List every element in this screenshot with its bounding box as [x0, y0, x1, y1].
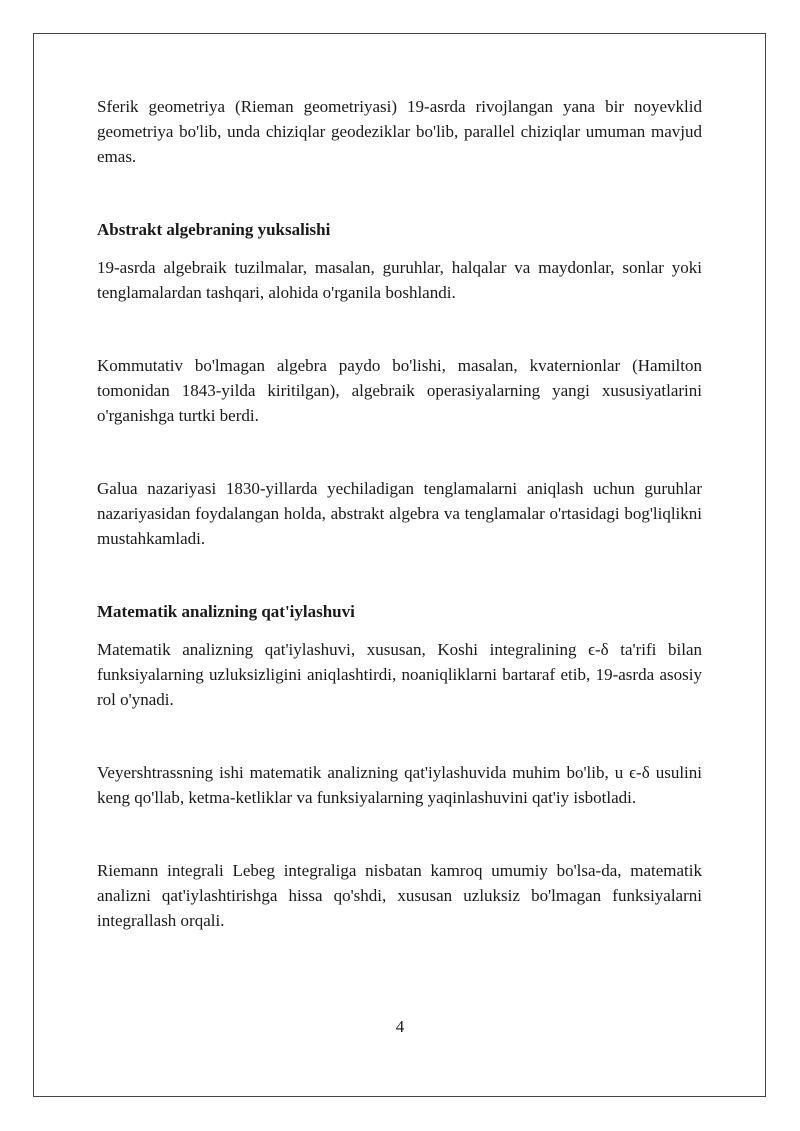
paragraph-noncommutative-algebra: Kommutativ bo'lmagan algebra paydo bo'lishi, masalan, kvaternionlar (Hamilton tomonidan 1843-yilda kiritilgan), algebraik operasiyalarning yangi xususiyatlarini o'rganishga turtki berdi. — [97, 356, 702, 425]
heading-analysis-rigor: Matematik analizning qat'iylashuvi — [97, 602, 355, 621]
paragraph-cauchy: Matematik analizning qat'iylashuvi, xususan, Koshi integralining ϵ-δ ta'rifi bilan funksiyalarning uzluksizligini aniqlashtirdi, noaniqliklarni bartaraf etib, 19-asrda asosiy rol o'ynadi. — [97, 640, 702, 709]
document-body — [97, 94, 702, 933]
paragraph-weierstrass: Veyershtrassning ishi matematik analizning qat'iylashuvida muhim bo'lib, u ϵ-δ usulini keng qo'llab, ketma-ketliklar va funksiyalarning yaqinlashuvini qat'iy isbotladi. — [97, 763, 702, 807]
paragraph-riemann-integral: Riemann integrali Lebeg integraliga nisbatan kamroq umumiy bo'lsa-da, matematik analizni qat'iylashtirishga hissa qo'shdi, xususan uzluksiz bo'lmagan funksiyalarni integrallash orqali. — [97, 861, 702, 930]
paragraph-spherical-geometry: Sferik geometriya (Rieman geometriyasi) 19-asrda rivojlangan yana bir noyevklid geometriya bo'lib, unda chiziqlar geodeziklar bo'lib, parallel chiziqlar umuman mavjud emas. — [97, 97, 702, 166]
paragraph-galois-theory: Galua nazariyasi 1830-yillarda yechiladigan tenglamalarni aniqlash uchun guruhlar nazariyasidan foydalangan holda, abstrakt algebra va tenglamalar o'rtasidagi bog'liqlikni mustahkamladi. — [97, 479, 702, 548]
paragraph-algebraic-structures: 19-asrda algebraik tuzilmalar, masalan, guruhlar, halqalar va maydonlar, sonlar yoki tenglamalardan tashqari, alohida o'rganila boshlandi. — [97, 258, 702, 302]
page-number: 4 — [395, 1017, 405, 1036]
heading-abstract-algebra: Abstrakt algebraning yuksalishi — [97, 220, 331, 239]
